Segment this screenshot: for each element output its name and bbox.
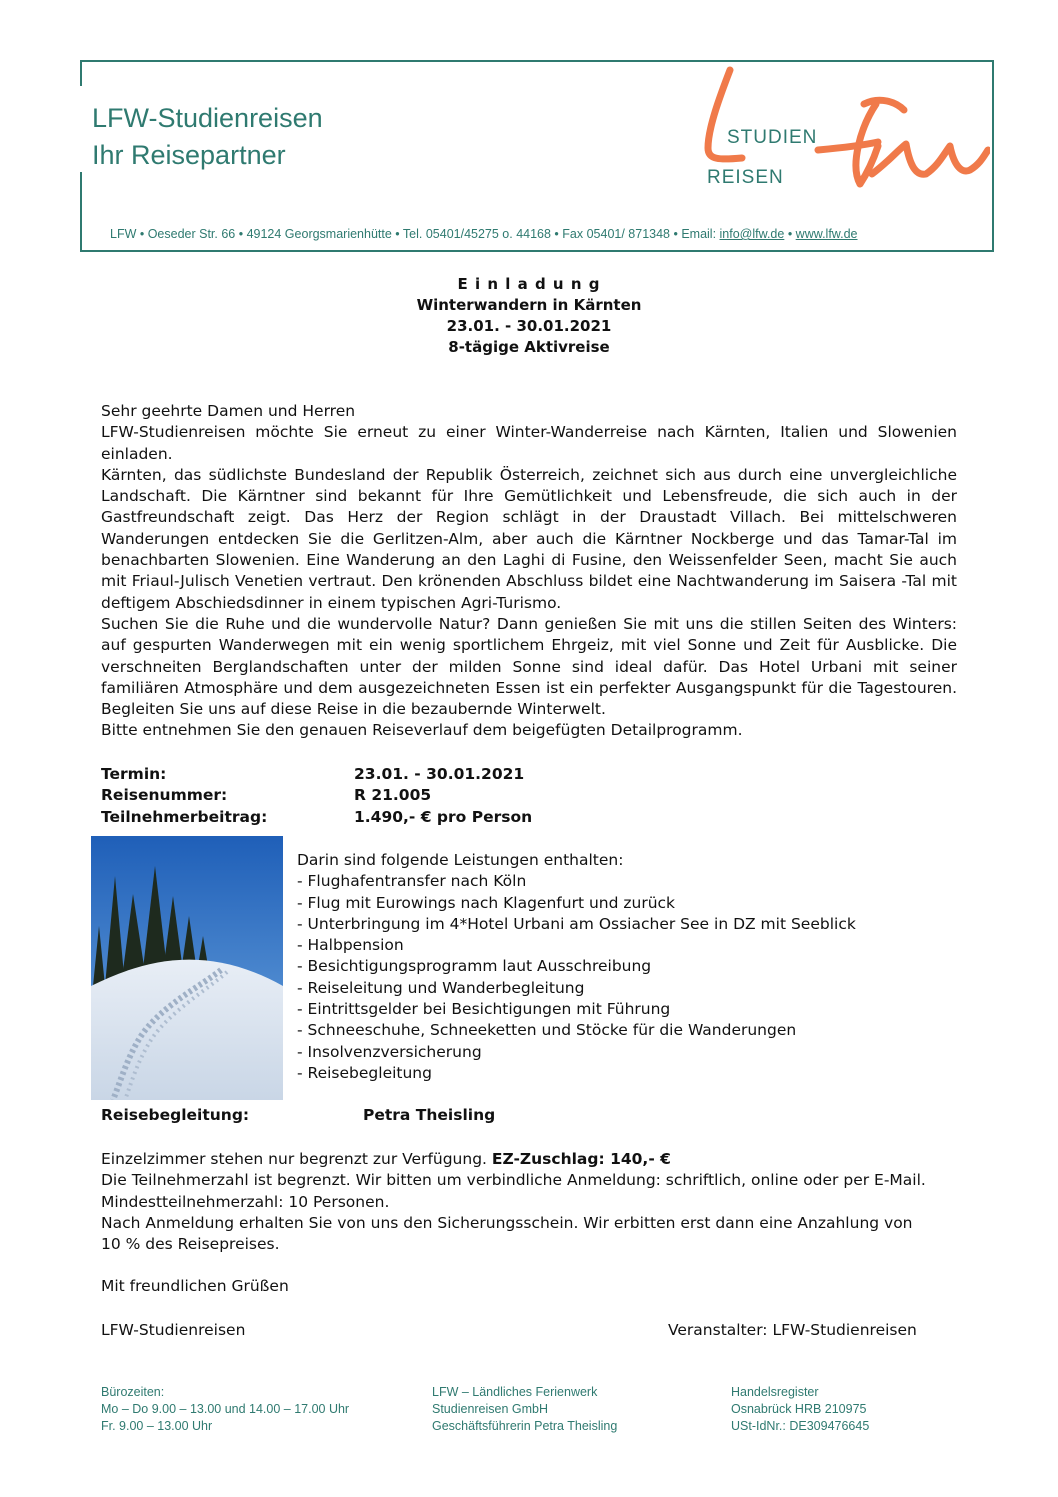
paragraph: Suchen Sie die Ruhe und die wundervolle Natur? Dann genießen Sie mit uns die stillen Seiten des Winters: auf gespurten Wanderwegen mit ein wenig sportlichem Ehrgeiz, mit viel Sonne und Zeit für Ausblicke. Die verschneiten Berglandschaften unter der milden Sonne sind ideal dafür. Das Hotel Urbani mit seiner familiären Atmosphäre und dem ausgezeichneten Essen ist ein perfekter Ausgangspunkt für die Tagestouren. Begleiten Sie uns auf diese Reise in die bezaubernde Winterwelt. (101, 614, 957, 719)
deposit-text: 10 % des Reisepreises. (101, 1235, 280, 1254)
footer-line: LFW – Ländliches Ferienwerk (432, 1385, 598, 1399)
trip-subtitle: 8-tägige Aktivreise (448, 338, 610, 356)
snow-landscape-photo (91, 836, 283, 1100)
service-item: - Unterbringung im 4*Hotel Urbani am Ossiacher See in DZ mit Seeblick (297, 914, 856, 933)
service-item: - Flughafentransfer nach Köln (297, 872, 527, 891)
footer-line: Fr. 9.00 – 13.00 Uhr (101, 1419, 213, 1433)
letterhead-border-left (80, 60, 82, 86)
letterhead-border-top (80, 60, 994, 62)
footer-registry (731, 1384, 869, 1435)
logo-text-reisen: REISEN (707, 167, 784, 188)
footer-line: Geschäftsführerin Petra Theisling (432, 1419, 618, 1433)
service-item: - Eintrittsgelder bei Besichtigungen mit Führung (297, 1000, 671, 1019)
contact-separator: • (784, 227, 796, 241)
service-item: - Reiseleitung und Wanderbegleitung (297, 978, 585, 997)
organizer: Veranstalter: LFW-Studienreisen (668, 1321, 917, 1339)
detail-label: Termin: (101, 765, 167, 783)
letterhead-border-right (992, 60, 994, 252)
participant-limit: Die Teilnehmerzahl ist begrenzt. Wir bitten um verbindliche Anmeldung: schriftlich, online oder per E-Mail. (101, 1171, 926, 1190)
services-intro: Darin sind folgende Leistungen enthalten: (297, 851, 624, 869)
min-participants: Mindestteilnehmerzahl: 10 Personen. (101, 1192, 390, 1211)
letterhead-border-bottom (80, 250, 994, 252)
service-item: - Halbpension (297, 936, 404, 955)
footer-line: Osnabrück HRB 210975 (731, 1402, 867, 1416)
website-link[interactable]: www.lfw.de (795, 227, 858, 241)
greeting: Mit freundlichen Grüßen (101, 1277, 289, 1295)
paragraph: Bitte entnehmen Sie den genauen Reiseverlauf dem beigefügten Detailprogramm. (101, 721, 743, 740)
footer-company (432, 1384, 617, 1435)
footer-office-hours (101, 1384, 349, 1435)
logo-text-studien: STUDIEN (727, 127, 818, 148)
paragraph: Kärnten, das südlichste Bundesland der Republik Österreich, zeichnet sich aus durch eine unvergleichliche Landschaft. Die Kärntner sind bekannt für Ihre Gemütlichkeit und Lebensfreude, die sich auch in der Gastfreundschaft zeigt. Das Herz der Region schlägt in der Draustadt Villach. Bei mittelschweren Wanderungen entdecken Sie die Gerlitzen-Alm, aber auch die Kärntner Nockberge und das Tamar-Tal im benachbarten Slowenien. Eine Wanderung an den Laghi di Fusine, den Weissenfelder Seen, macht Sie auch mit Friaul-Julisch Venetien vertraut. Den krönenden Abschluss bildet eine Nachtwanderung im Saisera -Tal mit deftigem Abschiedsdinner in einem typischen Agri-Turismo. (101, 465, 957, 612)
footer-line: Bürozeiten: (101, 1385, 165, 1399)
detail-label: Reisenummer: (101, 786, 228, 804)
service-item: - Besichtigungsprogramm laut Ausschreibung (297, 957, 652, 976)
footer-line: Handelsregister (731, 1385, 819, 1399)
letter-body (101, 401, 957, 742)
footer-line: Studienreisen GmbH (432, 1402, 549, 1416)
detail-value: R 21.005 (354, 786, 432, 804)
service-item: - Schneeschuhe, Schneeketten und Stöcke für die Wanderungen (297, 1021, 797, 1040)
single-room-surcharge: EZ-Zuschlag: 140,- € (491, 1150, 671, 1168)
email-link[interactable]: info@lfw.de (719, 227, 785, 241)
detail-value: 1.490,- € pro Person (354, 808, 533, 826)
salutation: Sehr geehrte Damen und Herren (101, 402, 356, 420)
service-item: - Reisebegleitung (297, 1063, 432, 1082)
footer-line: Mo – Do 9.00 – 13.00 und 14.00 – 17.00 Uhr (101, 1402, 350, 1416)
company-tagline: Ihr Reisepartner (92, 140, 286, 170)
single-room-line (101, 1149, 957, 1170)
paragraph: LFW-Studienreisen möchte Sie erneut zu einer Winter-Wanderreise nach Kärnten, Italien und Slowenien einladen. (101, 423, 957, 463)
contact-line (110, 227, 858, 241)
footer-line: USt-IdNr.: DE309476645 (731, 1419, 870, 1433)
services-list (297, 850, 917, 1084)
detail-value: 23.01. - 30.01.2021 (354, 765, 525, 783)
guide-label: Reisebegleitung: (101, 1106, 250, 1124)
service-item: - Flug mit Eurowings nach Klagenfurt und zurück (297, 893, 676, 912)
sender: LFW-Studienreisen (101, 1321, 246, 1339)
single-room-text: Einzelzimmer stehen nur begrenzt zur Verfügung. (101, 1150, 492, 1168)
trip-dates: 23.01. - 30.01.2021 (446, 317, 612, 335)
service-item: - Insolvenzversicherung (297, 1042, 482, 1061)
trip-title: Winterwandern in Kärnten (416, 296, 642, 314)
guide-name: Petra Theisling (363, 1106, 496, 1124)
deposit-text: Nach Anmeldung erhalten Sie von uns den Sicherungsschein. Wir erbitten erst dann eine Anzahlung von (101, 1213, 913, 1232)
detail-label: Teilnehmerbeitrag: (101, 808, 268, 826)
company-name: LFW-Studienreisen (92, 103, 323, 133)
closing-block (101, 1149, 957, 1255)
contact-address: LFW • Oeseder Str. 66 • 49124 Georgsmarienhütte • Tel. 05401/45275 o. 44168 • Fax 05401/ 871348 • Email: (110, 227, 720, 241)
invitation-heading: E i n l a d u n g (457, 275, 601, 293)
letterhead-border-left (80, 172, 82, 252)
